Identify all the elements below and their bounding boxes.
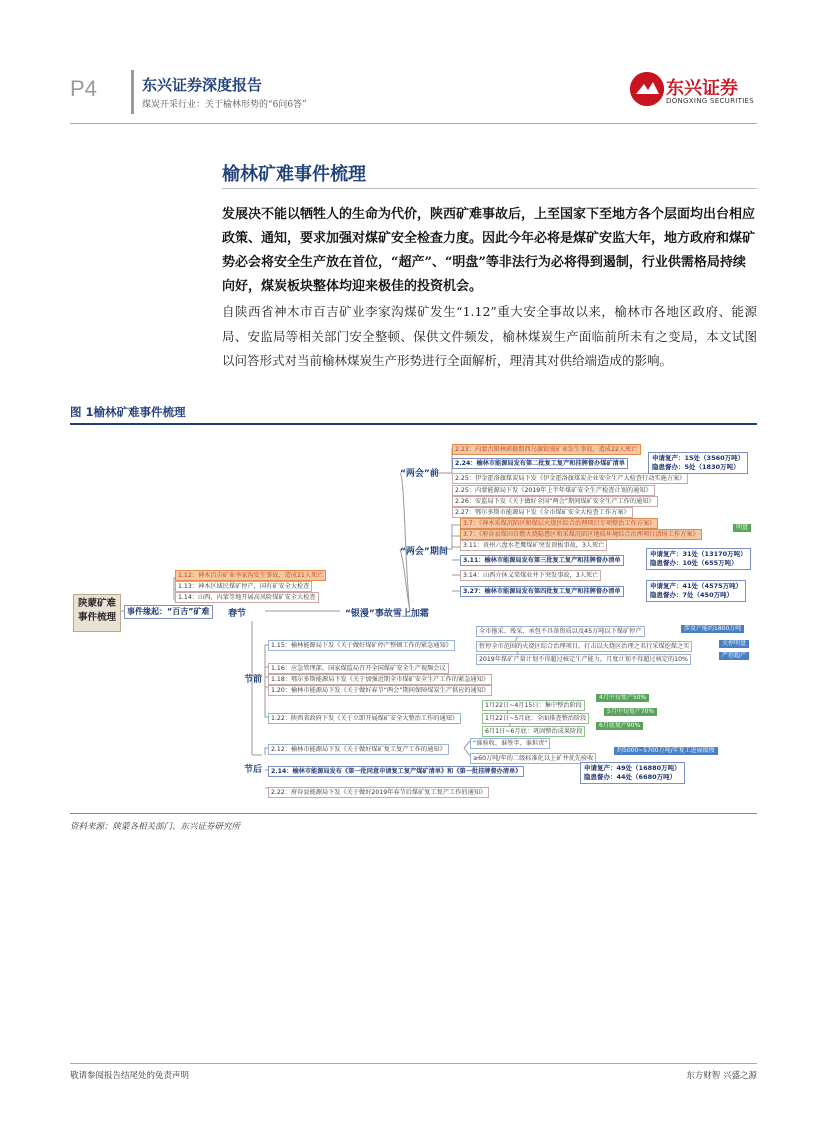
event-node: 1.14：山西、内蒙等地开展高风险煤矿安全大检查 (175, 592, 319, 603)
event-node: 2.25：伊金霍洛旗煤炭局下发《伊金霍洛旗煤炭企业安全生产大检查行动实施方案》 (452, 473, 688, 484)
event-node: 3.11：榆林市能源局发布第三批复工复产和挂牌督办清单 (460, 555, 624, 566)
spring-node: 春节 (228, 609, 247, 619)
event-node: 2.26：安监局下发《关于做好全国“两会”期间煤矿安全生产工作的通知》 (452, 496, 658, 507)
event-node: 1.13：神木区域民煤矿停产，国有矿安全大检查 (175, 581, 312, 592)
batch-apply: 申请复产：41处（4575万吨） (650, 582, 743, 590)
dongxing-logo-icon (630, 72, 664, 106)
lianghui-during-node: “两会”期间 (400, 547, 448, 557)
phase-node: 1月22日~5月底：全面排查整治阶段 (482, 713, 589, 724)
mingpan-tag: 明盘 (733, 524, 751, 532)
figure-bottom-rule (70, 813, 757, 814)
notice-item: 暂停全市范围的火烧区综合治理项目，打击以火烧区治理之名行采煤挖煤之实 (476, 641, 692, 652)
logo-text-en: DONGXING SECURITIES (666, 97, 755, 105)
footer-rule (70, 1063, 757, 1064)
phase-tag: 4月中旬复产50% (596, 694, 649, 702)
batch-supervise: 隐患督办：7处（450万吨） (650, 591, 734, 599)
event-node: 3.14：山西介休义棠煤业井下突发事故，3人死亡 (460, 570, 601, 581)
event-node: 1.18：鄂尔多斯能源局下发《关于加强近期全市煤矿安全生产工作的紧急通知》 (268, 674, 492, 685)
batch-box (646, 580, 746, 602)
event-node: 1.15：榆林能源局下发《关于做好煤矿停产整顿工作的紧急通知》 (268, 640, 455, 651)
figure-title: 图 1榆林矿难事件梳理 (70, 405, 186, 419)
phase-node: 1月22日~4月15日：集中整治阶段 (482, 700, 585, 711)
rule-node: ≥60万吨/年的二级标准化以上矿井优先验收 (470, 753, 596, 764)
footer-slogan: 东方财智 兴盛之源 (686, 1071, 757, 1081)
source-note: 资料来源：陕蒙各相关部门、东兴证券研究所 (70, 822, 241, 832)
origin-node: 事件缘起：“百吉”矿难 (124, 605, 213, 619)
event-node: 2.12：榆林市能源局下发《关于做好煤矿复工复产工作的通知》 (268, 744, 449, 755)
jiehou-node: 节后 (244, 765, 263, 775)
event-node: 3.27：榆林市能源局发布第四批复工复产和挂牌督办清单 (460, 586, 624, 597)
event-node: 2.24：榆林市能源局发布第二批复工复产和挂牌督办煤矿清单 (452, 458, 628, 469)
notice-tag: 涉及产能约1800万吨 (681, 625, 744, 633)
event-node: 1.22：陕西省政府下发《关于立即开展煤矿安全大整治工作的通知》 (268, 713, 461, 724)
report-title: 东兴证券深度报告 (142, 76, 263, 94)
logo-text: 东兴证券 (666, 78, 738, 99)
body-paragraph: 自陕西省神木市百吉矿业李家沟煤矿发生“1.12”重大安全事故以来，榆林市各地区政府、能源局、安监局等相关部门安全整顿、保供文件频发，榆林煤炭生产面临前所未有之变局，本文试图以问答形式对当前榆林煤炭生产形势进行全面解析，理清其对供给端造成的影响。 (222, 304, 757, 368)
notice-item: 2019年煤矿产量计划不得超过核定生产能力，月度计划不得超过核定的10% (476, 654, 691, 665)
report-subtitle: 煤炭开采行业：关于榆林形势的“6问6答” (142, 100, 307, 110)
batch-box (648, 452, 748, 474)
phase-tag: 6月底复产90% (596, 722, 643, 730)
event-node: 3.7：《神木采煤沉陷区和煤层火烧区综合治理项目专项整治工作方案》 (460, 518, 658, 529)
batch-supervise: 隐患督办：10处（655万吨） (650, 559, 738, 567)
notice-item: 全市拖采、残采、承包不具备资质以及45万吨以下煤矿停产 (476, 626, 645, 637)
batch-apply: 申请复产：31处（13170万吨） (650, 550, 747, 558)
batch-supervise: 隐患督办：5处（1830万吨） (652, 463, 740, 471)
event-node: 1.16：应急管理部、国家煤监局召开全国煤矿安全生产视频会议 (268, 663, 449, 674)
lianghui-before-node: “两会”前 (400, 469, 439, 479)
notice-tag: 关停明盘 (719, 640, 749, 648)
notice-tag: 严控超产 (719, 652, 749, 660)
event-node: 2.27：鄂尔多斯市能源局下发《全市煤矿安全大检查工作方案》 (452, 507, 633, 518)
section-rule (222, 188, 757, 189)
page-number: P4 (70, 76, 97, 101)
phase-node: 6月1日~6月底：巩固整治成果阶段 (482, 726, 585, 737)
header-rule (70, 123, 757, 124)
event-node: 1.20：榆林市能源局下发《关于做好春节“两会”期间保障煤炭生产供应的通知》 (268, 685, 492, 696)
batch-apply: 申请复产：15处（3560万吨） (652, 454, 745, 462)
mindmap-root: 陕蒙矿难事件梳理 (73, 594, 121, 632)
batch-apply: 申请复产：49处（16880万吨） (584, 764, 681, 772)
section-title: 榆林矿难事件梳理 (222, 164, 366, 185)
event-node: 3.7：《府谷县煤田自燃火烧隐患区和采煤沉陷区地质环境综合治理项目清场工作方案》 (460, 529, 702, 540)
phase-tag: 5月中旬复产70% (604, 708, 657, 716)
event-node: 3.11：贵州六盘水老鹰煤矿突发顶板事故，3人死亡 (460, 540, 607, 551)
jieqian-node: 节前 (244, 675, 263, 685)
rule-node: “谁验收、谁签字、谁担责” (470, 738, 550, 749)
batch-box (580, 762, 685, 784)
event-node: 2.23：内蒙古锡林郭勒盟西乌旗银漫矿业发生事故，造成22人死亡 (452, 444, 641, 455)
disclaimer-note: 敬请参阅报告结尾处的免责声明 (70, 1071, 190, 1081)
event-node: 2.14：榆林市能源局发布《第一批同意申请复工复产煤矿清单》和《第一批挂牌督办清单》 (268, 766, 524, 777)
rule-tag: 约5000~5700万吨/年复工进展缓慢 (614, 747, 718, 755)
silver-node: “银漫”事故雪上加霜 (345, 609, 429, 619)
event-node: 2.22：府谷县能源局下发《关于做好2019年春节后煤矿复工复产工作的通知》 (268, 787, 489, 798)
summary-paragraph: 发展决不能以牺牲人的生命为代价，陕西矿难事故后，上至国家下至地方各个层面均出台相应政策、通知，要求加强对煤矿安全检查力度。因此今年必将是煤矿安监大年，地方政府和煤矿势必会将安全生产放在首位，“超产”、“明盘”等非法行为必将得到遏制，行业供需格局持续向好，煤炭板块整体均迎来极佳的投资机会。 (222, 207, 756, 294)
event-node: 1.12：神木百吉矿业李家沟发生事故，造成21人死亡 (175, 570, 326, 581)
batch-box (646, 548, 751, 570)
header-divider (131, 70, 134, 114)
batch-supervise: 隐患督办：44处（6680万吨） (584, 773, 677, 781)
event-node: 2.25：内蒙能源局下发《2019年上半年煤矿安全生产检查计划的通知》 (452, 485, 655, 496)
